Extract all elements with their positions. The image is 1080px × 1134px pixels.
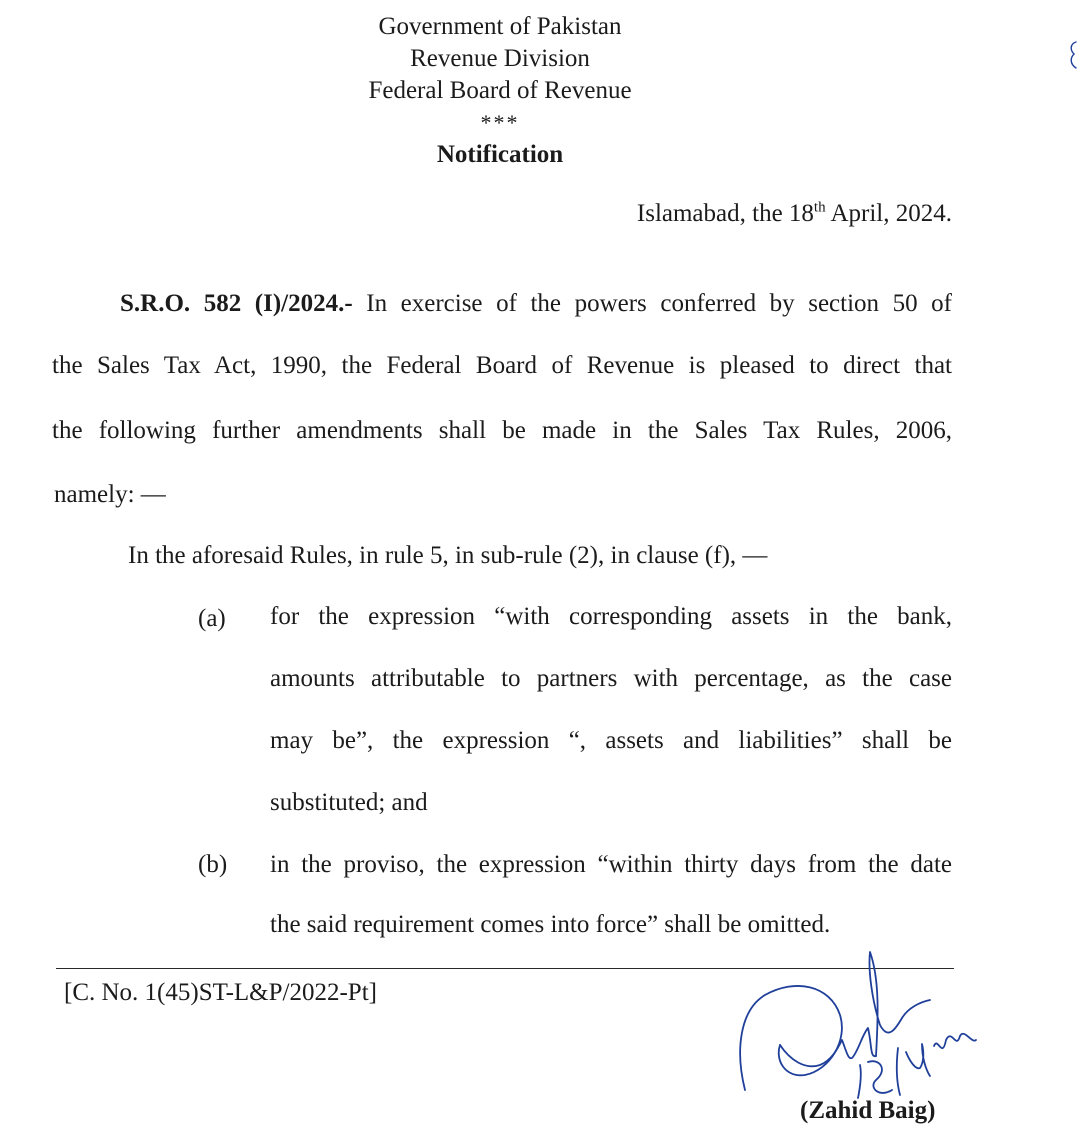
para1-line3: the following further amendments shall be made in the Sales Tax Rules, 2006, <box>52 417 952 444</box>
notification-title: Notification <box>436 141 564 168</box>
date-suffix: April, 2024. <box>825 200 952 227</box>
item-a-label: (a) <box>198 605 226 632</box>
signatory-name: (Zahid Baig) <box>800 1097 936 1124</box>
date-superscript: th <box>813 199 826 216</box>
para1-line2: the Sales Tax Act, 1990, the Federal Board of Revenue is pleased to direct that <box>52 352 952 379</box>
header-board: Federal Board of Revenue <box>368 77 632 104</box>
item-b-line2: the said requirement comes into force” shall be omitted. <box>270 911 831 938</box>
item-a-line4: substituted; and <box>270 789 428 816</box>
para1-line1-text: In exercise of the powers conferred by section 50 of <box>352 290 952 317</box>
item-a-line3: may be”, the expression “, assets and liabilities” shall be <box>270 727 952 754</box>
item-b-line1: in the proviso, the expression “within thirty days from the date <box>270 851 952 878</box>
file-number: [C. No. 1(45)ST-L&P/2022-Pt] <box>64 979 377 1006</box>
para1-line4: namely: — <box>54 481 166 508</box>
handwritten-signature <box>720 940 1010 1110</box>
header-government: Government of Pakistan <box>378 13 622 40</box>
para2: In the aforesaid Rules, in rule 5, in sub-rule (2), in clause (f), — <box>128 542 768 569</box>
header-division: Revenue Division <box>410 45 590 72</box>
date-line <box>637 200 952 228</box>
item-b-label: (b) <box>198 851 228 878</box>
margin-mark-icon <box>1062 36 1080 76</box>
item-a-line2: amounts attributable to partners with percentage, as the case <box>270 665 952 692</box>
header-separator: *** <box>480 110 520 135</box>
sro-number: S.R.O. 582 (I)/2024.- <box>120 290 353 317</box>
date-prefix: Islamabad, the 18 <box>636 200 814 227</box>
para1-line1 <box>120 289 952 319</box>
item-a-line1: for the expression “with corresponding assets in the bank, <box>270 603 952 630</box>
